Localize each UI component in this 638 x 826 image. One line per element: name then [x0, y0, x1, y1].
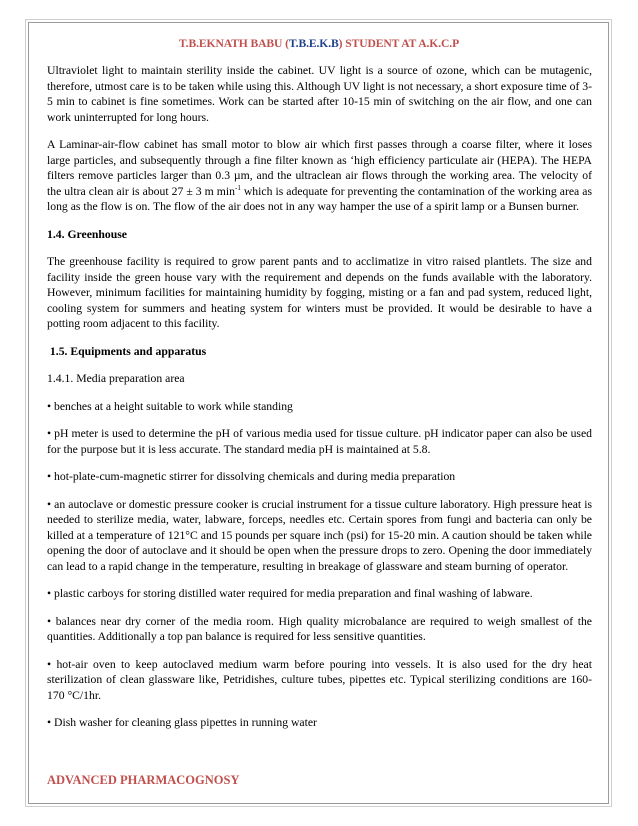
greenhouse-paragraph: The greenhouse facility is required to grow parent pants and to acclimatize in vitro raised plantlets. The size and facility inside the green house vary with the requirement and depends on the funds available with the laboratory. However, minimum facilities for maintaining humidity by fogging, misting or a fan and pad system, reduced light, cooling system for summers and heating system for winters must be provided. It would be desirable to have a potting room adjacent to this facility.: [47, 255, 592, 330]
equipment-heading: 1.5. Equipments and apparatus: [47, 344, 207, 358]
page-header: [0, 37, 638, 50]
media-area-subheading: 1.4.1. Media preparation area: [47, 372, 185, 385]
greenhouse-heading: 1.4. Greenhouse: [47, 227, 127, 241]
page-footer: ADVANCED PHARMACOGNOSY: [47, 773, 240, 787]
laminar-text-b: which is adequate for preventing the contamination of the working area as long as the flow is on. The flow of the air does not in any way hamper the use of a spirit lamp or a Bunsen burner.: [47, 184, 593, 213]
uv-paragraph: Ultraviolet light to maintain sterility inside the cabinet. UV light is a source of ozone, which can be mutagenic, therefore, utmost care is to be taken while using this. Although UV light is not necessary, a short exposure time of 3-5 min to cabinet is fine sometimes. Work can be started after 10-15 min of switching on the air flow, and one can work uninterrupted for long hours.: [47, 64, 592, 124]
header-initials: T.B.E.K.B: [288, 37, 339, 50]
laminar-superscript: -1: [234, 183, 241, 192]
laminar-paragraph: [47, 137, 592, 215]
list-item: • benches at a height suitable to work while standing: [47, 399, 293, 413]
list-item: • an autoclave or domestic pressure cooker is crucial instrument for a tissue culture laboratory. High pressure heat is needed to sterilize media, water, labware, forceps, needles etc. Certain spores from fungi and bacteria can only be killed at a temperature of 121°C and 15 pounds per square inch (psi) for 15-20 min. A caution should be taken while opening the door of autoclave and it should be open when the pressure drops to zero. Opening the door immediately can lead to a rapid change in the temperature, resulting in breakage of glassware and steam burning of operator.: [47, 497, 592, 573]
page-content: [47, 63, 592, 743]
list-item: • hot-air oven to keep autoclaved medium warm before pouring into vessels. It is also used for the dry heat sterilization of clean glassware like, Petridishes, culture tubes, pipettes etc. Typical sterilizing conditions are 160-170 °C/1hr.: [47, 657, 592, 702]
list-item: • plastic carboys for storing distilled water required for media preparation and final washing of labware.: [47, 587, 533, 600]
header-author: T.B.EKNATH BABU (: [178, 37, 289, 50]
list-item: • pH meter is used to determine the pH of various media used for tissue culture. pH indicator paper can also be used for the purpose but it is less accurate. The standard media pH is maintained at 5.8.: [47, 427, 592, 456]
list-item: • balances near dry corner of the media room. High quality microbalance are required to weigh smallest of the quantities. Additionally a top pan balance is required for less sensitive quantities.: [47, 614, 592, 643]
list-item: • Dish washer for cleaning glass pipettes in running water: [47, 716, 317, 729]
header-affiliation: ) STUDENT AT A.K.C.P: [338, 37, 460, 50]
laminar-text-a: A Laminar-air-flow cabinet has small motor to blow air which first passes through a coarse filter, where it loses large particles, and subsequently through a fine filter known as ‘high efficiency particulate air (HEPA). The HEPA filters remove particles larger than 0.3 µm, and the ultraclean air flows through the working area. The velocity of the ultra clean air is about 27 ± 3 m min: [47, 138, 592, 198]
list-item: • hot-plate-cum-magnetic stirrer for dissolving chemicals and during media preparation: [47, 470, 456, 483]
